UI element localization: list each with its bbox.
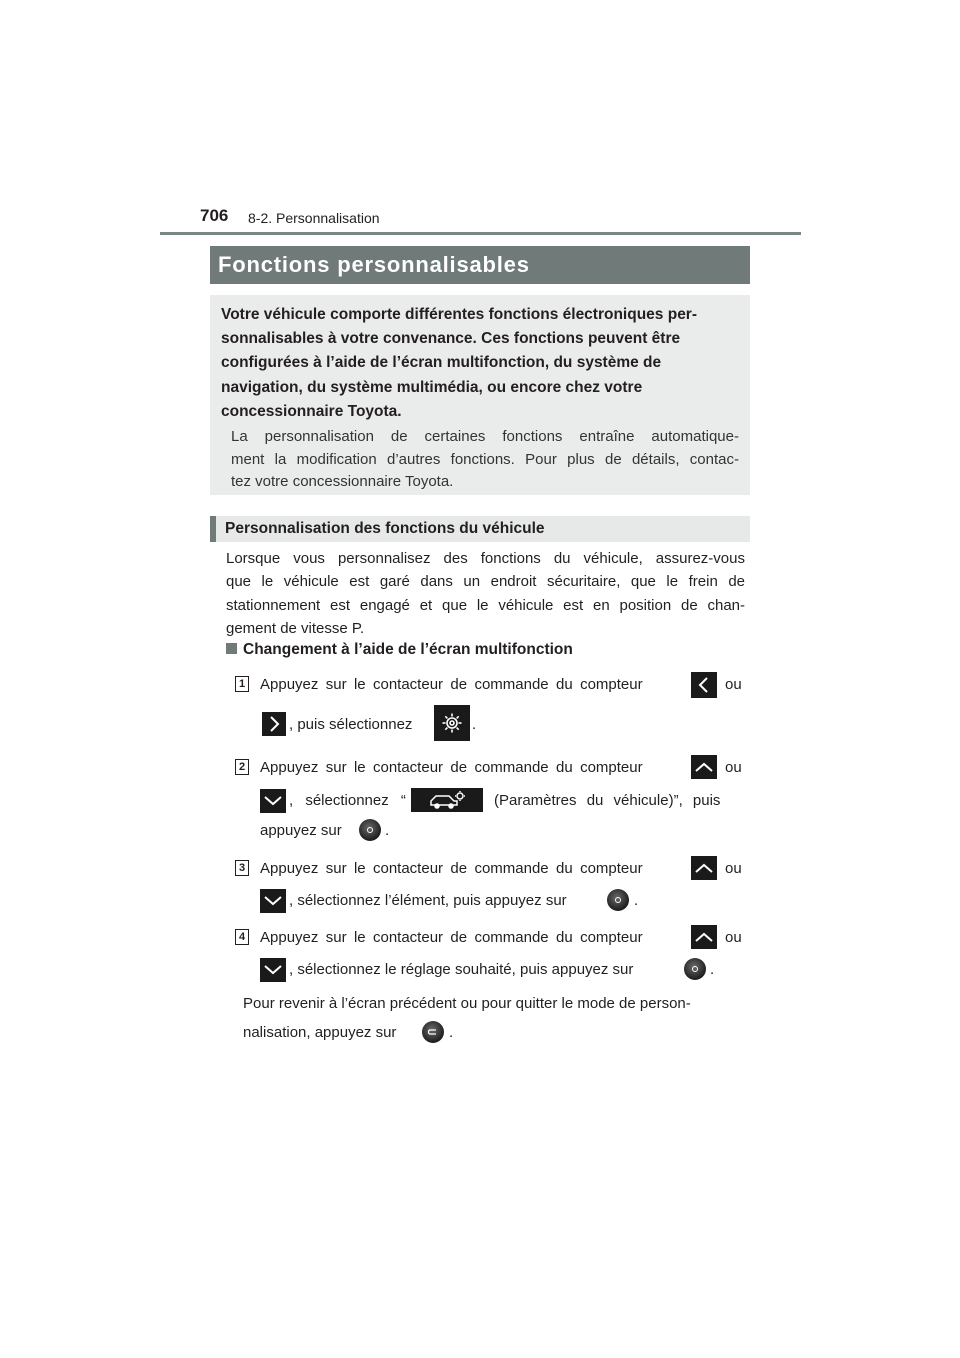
step-3-select: , sélectionnez l’élément, puis appuyez sur (289, 892, 567, 909)
enter-knob-icon (684, 958, 706, 980)
return-note-line-2: nalisation, appuyez sur (243, 1024, 397, 1041)
intro-note (231, 426, 739, 494)
step-3-end: . (634, 892, 639, 909)
step-4-or: ou (725, 929, 742, 946)
step-4-text: Appuyez sur le contacteur de commande du compteur (260, 929, 643, 946)
lead-line: stationnement est engagé et que le véhicule est en position de chan- (226, 596, 745, 614)
note-line: tez votre concessionnaire Toyota. (231, 473, 454, 491)
chevron-up-icon (691, 755, 717, 779)
return-note-end: . (449, 1024, 454, 1041)
step-1-or: ou (725, 676, 742, 693)
note-line: La personnalisation de certaines fonctions entraîne automatique- (231, 428, 739, 446)
intro-line: Votre véhicule comporte différentes fonctions électroniques per- (221, 306, 698, 323)
return-note-line-1: Pour revenir à l’écran précédent ou pour quitter le mode de person- (243, 995, 691, 1012)
step-2-select: , sélectionnez “ (289, 792, 406, 809)
note-line: ment la modification d’autres fonctions. Pour plus de détails, contac- (231, 450, 739, 468)
intro-line: sonnalisables à votre convenance. Ces fonctions peuvent être (221, 330, 681, 348)
step-number-4: 4 (235, 929, 249, 945)
step-2-text: Appuyez sur le contacteur de commande du compteur (260, 759, 643, 776)
gear-icon (434, 705, 470, 741)
step-2-or: ou (725, 759, 742, 776)
step-2-press: appuyez sur (260, 822, 342, 839)
step-1-select: , puis sélectionnez (289, 716, 413, 733)
chevron-down-icon (260, 958, 286, 982)
intro-line: configurées à l’aide de l’écran multifonction, du système de (221, 354, 662, 372)
step-1-text: Appuyez sur le contacteur de commande du compteur (260, 676, 643, 693)
step-1-end: . (472, 716, 477, 733)
enter-knob-icon (607, 889, 629, 911)
lead-line: que le véhicule est garé dans un endroit sécuritaire, que le frein de (226, 573, 745, 591)
step-3-or: ou (725, 860, 742, 877)
lead-paragraph (226, 547, 745, 641)
page-title: Fonctions personnalisables (210, 246, 750, 284)
intro-text (221, 303, 739, 424)
chevron-up-icon (691, 856, 717, 880)
section-label: 8-2. Personnalisation (248, 210, 380, 226)
lead-line: gement de vitesse P. (226, 620, 365, 638)
step-number-2: 2 (235, 759, 249, 775)
change-heading-text: Changement à l’aide de l’écran multifonction (243, 641, 573, 658)
step-number-1: 1 (235, 676, 249, 692)
subheading: Personnalisation des fonctions du véhicule (210, 516, 750, 542)
intro-line: concessionnaire Toyota. (221, 402, 402, 420)
step-2-end: . (385, 822, 390, 839)
vehicle-settings-icon (411, 788, 483, 812)
lead-line: Lorsque vous personnalisez des fonctions du véhicule, assurez-vous (226, 550, 745, 567)
intro-box (210, 295, 750, 495)
step-2-paren: (Paramètres du véhicule)”, puis (494, 792, 721, 809)
page-number: 706 (200, 206, 229, 225)
step-4-select: , sélectionnez le réglage souhaité, puis appuyez sur (289, 961, 634, 978)
step-number-3: 3 (235, 860, 249, 876)
step-4-end: . (710, 961, 715, 978)
chevron-down-icon (260, 889, 286, 913)
step-3-text: Appuyez sur le contacteur de commande du compteur (260, 860, 643, 877)
chevron-up-icon (691, 925, 717, 949)
chevron-left-icon (691, 672, 717, 698)
enter-knob-icon (359, 819, 381, 841)
chevron-right-icon (262, 712, 286, 736)
back-knob-icon (422, 1021, 444, 1043)
header-divider (160, 232, 801, 235)
square-bullet-icon (226, 643, 237, 654)
chevron-down-icon (260, 789, 286, 813)
intro-line: navigation, du système multimédia, ou encore chez votre (221, 378, 643, 396)
change-heading (226, 641, 573, 659)
